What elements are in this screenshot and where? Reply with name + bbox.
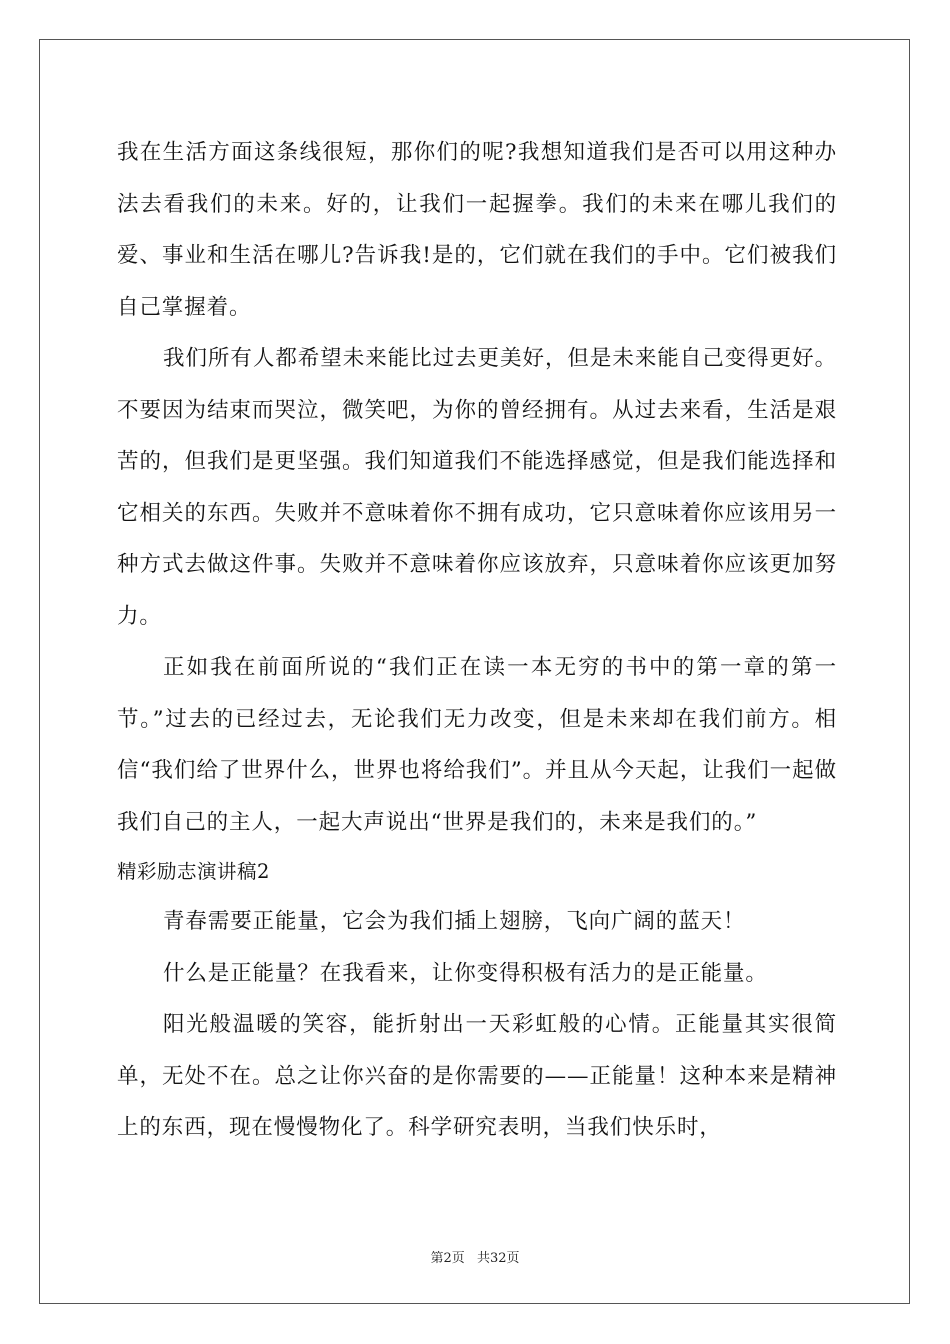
paragraph-1: 我在生活方面这条线很短，那你们的呢?我想知道我们是否可以用这种办法去看我们的未来。好的，让我们一起握拳。我们的未来在哪儿我们的爱、事业和生活在哪儿?告诉我!是的，它们就在我们的手中。它们被我们自己掌握着。 [117,140,837,320]
paragraph-2: 我们所有人都希望未来能比过去更美好，但是未来能自己变得更好。不要因为结束而哭泣，微笑吧，为你的曾经拥有。从过去来看，生活是艰苦的，但我们是更坚强。我们知道我们不能选择感觉，但是我们能选择和它相关的东西。失败并不意味着你不拥有成功，它只意味着你应该用另一种方式去做这件事。失败并不意味着你应该放弃，只意味着你应该更加努力。 [117,346,837,629]
paragraph-3: 正如我在前面所说的“我们正在读一本无穷的书中的第一章的第一节。”过去的已经过去，无论我们无力改变，但是未来却在我们前方。相信“我们给了世界什么，世界也将给我们”。并且从今天起，让我们一起做我们自己的主人，一起大声说出“世界是我们的，未来是我们的。” [117,655,837,835]
section-heading: 精彩励志演讲稿2 [117,860,270,883]
document-body [117,127,837,1154]
paragraph-6: 阳光般温暖的笑容，能折射出一天彩虹般的心情。正能量其实很简单，无处不在。总之让你兴奋的是你需要的——正能量！这种本来是精神上的东西，现在慢慢物化了。科学研究表明，当我们快乐时， [117,1012,837,1140]
paragraph-4: 青春需要正能量，它会为我们插上翅膀，飞向广阔的蓝天！ [163,909,746,934]
paragraph-5: 什么是正能量？在我看来，让你变得积极有活力的是正能量。 [163,960,768,986]
page-footer [0,1247,950,1266]
page-number: 第2页 [430,1251,465,1266]
page-total: 共32页 [476,1251,520,1266]
